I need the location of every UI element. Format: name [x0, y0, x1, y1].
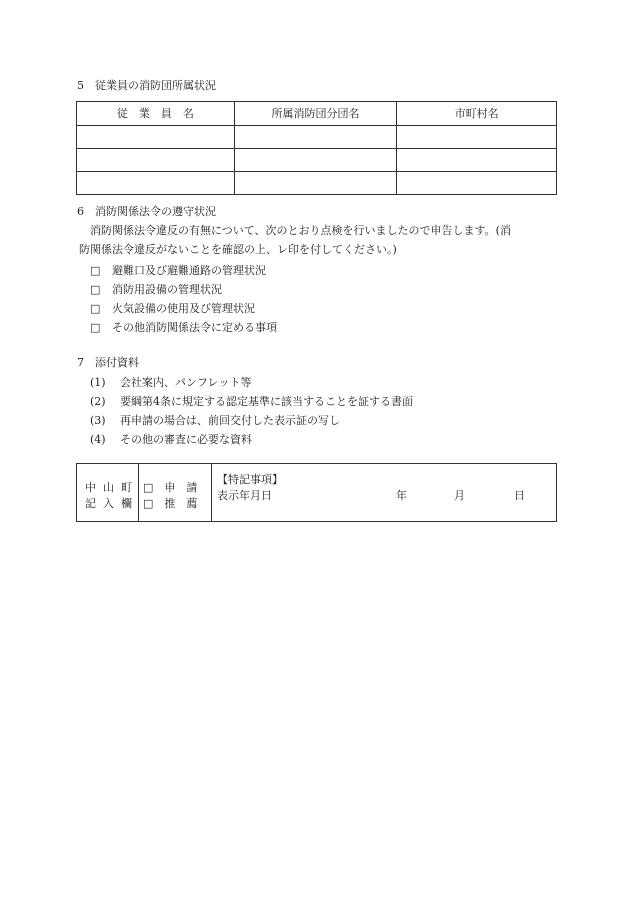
attachment-item [90, 395, 413, 408]
checklist-item[interactable] [90, 264, 266, 277]
table-cell[interactable] [77, 149, 235, 172]
display-date-label: 表示年月日 [217, 489, 272, 502]
table-cell[interactable] [77, 126, 235, 149]
checkbox-icon[interactable]: □ [90, 283, 101, 296]
checklist-item-label: 火気設備の使用及び管理状況 [112, 302, 255, 315]
attachment-number: (4) [90, 433, 106, 446]
checkbox-icon[interactable]: □ [90, 264, 101, 277]
section5-heading: 5 従業員の消防団所属状況 [77, 79, 216, 92]
table-cell[interactable] [397, 172, 557, 195]
checklist-item[interactable] [90, 321, 277, 334]
section7-heading: 7 添付資料 [77, 356, 139, 369]
fire-brigade-table [76, 101, 557, 195]
table-cell[interactable] [234, 126, 397, 149]
checklist-item[interactable] [90, 302, 255, 315]
town-label-line1: 中山町 [85, 481, 139, 494]
table-row [77, 172, 557, 195]
attachment-number: (1) [90, 376, 106, 389]
attachment-text: 要綱第4条に規定する認定基準に該当することを証する書面 [120, 395, 413, 408]
checkbox-icon[interactable]: □ [90, 321, 101, 334]
compliance-paragraph-line2: 防関係法令違反がないことを確認の上、レ印を付してください。) [79, 243, 397, 256]
attachment-item [90, 433, 252, 446]
table-cell[interactable] [234, 172, 397, 195]
table-row [77, 149, 557, 172]
table-cell[interactable] [77, 172, 235, 195]
section6-heading: 6 消防関係法令の遵守状況 [77, 205, 216, 218]
attachment-text: 会社案内、パンフレット等 [120, 376, 252, 389]
checklist-item-label: その他消防関係法令に定める事項 [112, 321, 277, 334]
divider [211, 464, 212, 521]
month-label: 月 [454, 489, 465, 502]
table-cell[interactable] [397, 126, 557, 149]
special-notes-label: 【特記事項】 [217, 473, 283, 486]
attachment-item [90, 376, 251, 389]
table-cell[interactable] [234, 149, 397, 172]
compliance-paragraph-line1: 消防関係法令違反の有無について、次のとおり点検を行いましたので申告します。(消 [90, 224, 511, 237]
attachment-number: (2) [90, 395, 106, 408]
town-entry-box [76, 463, 557, 522]
header-employee-name: 従 業 員 名 [77, 102, 235, 126]
checklist-item-label: 消防用設備の管理状況 [112, 283, 222, 296]
header-brigade-branch: 所属消防団分団名 [234, 102, 397, 126]
attachment-text: 再申請の場合は、前回交付した表示証の写し [120, 414, 340, 427]
attachment-text: その他の審査に必要な資料 [120, 433, 252, 446]
checkbox-icon[interactable]: □ [90, 302, 101, 315]
checklist-item-label: 避難口及び避難通路の管理状況 [112, 264, 266, 277]
table-row [77, 126, 557, 149]
application-checkbox[interactable]: □ 申 請 [143, 481, 198, 494]
attachment-item [90, 414, 340, 427]
town-label-line2: 記入欄 [85, 497, 139, 510]
day-label: 日 [514, 489, 525, 502]
header-municipality: 市町村名 [397, 102, 557, 126]
table-cell[interactable] [397, 149, 557, 172]
attachment-number: (3) [90, 414, 106, 427]
table-header-row [77, 102, 557, 126]
recommendation-checkbox[interactable]: □ 推 薦 [143, 497, 198, 510]
year-label: 年 [396, 489, 407, 502]
checklist-item[interactable] [90, 283, 222, 296]
